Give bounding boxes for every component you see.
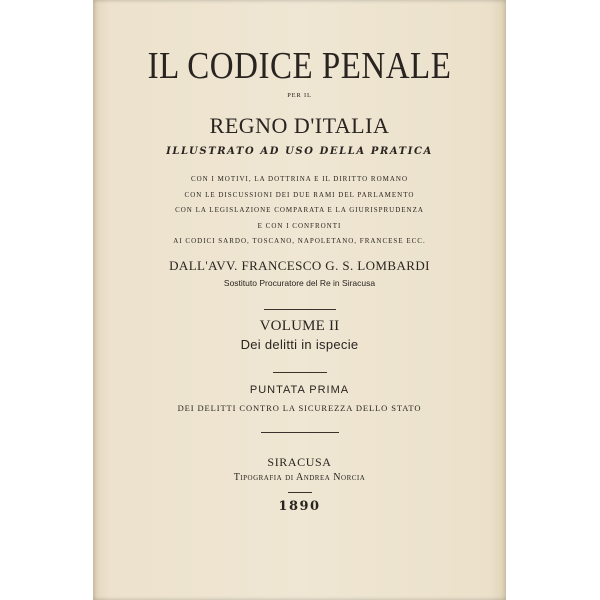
publication-year: 1890 (278, 499, 321, 514)
per-il-text: PER IL (287, 92, 312, 99)
volume-subtitle: Dei delitti in ispecie (240, 337, 359, 352)
title-page (93, 0, 506, 600)
puntata-subtitle: DEI DELITTI CONTRO LA SICUREZZA DELLO STATO (177, 403, 422, 413)
author-role: Sostituto Procuratore del Re in Siracusa (223, 278, 376, 288)
author-name: DALL'AVV. FRANCESCO G. S. LOMBARDI (169, 258, 430, 273)
regno-heading: REGNO D'ITALIA (209, 113, 390, 138)
illustrato-subtitle: ILLUSTRATO AD USO DELLA PRATICA (166, 146, 433, 157)
puntata-heading: PUNTATA PRIMA (249, 384, 350, 396)
divider-rule-4 (288, 492, 312, 493)
book-title: IL CODICE PENALE (147, 46, 452, 88)
contents-line-2: CON LE DISCUSSIONI DEI DUE RAMI DEL PARLAMENTO (184, 191, 415, 199)
divider-rule-1 (264, 309, 336, 310)
contents-line-3: CON LA LEGISLAZIONE COMPARATA E LA GIURISPRUDENZA (175, 206, 424, 214)
contents-line-4: E CON I CONFRONTI (257, 222, 342, 230)
divider-rule-3 (261, 432, 339, 433)
volume-heading: VOLUME II (259, 318, 340, 334)
contents-line-1: CON I MOTIVI, LA DOTTRINA E IL DIRITTO ROMANO (190, 175, 409, 183)
contents-line-5: AI CODICI SARDO, TOSCANO, NAPOLETANO, FRANCESE ECC. (173, 237, 426, 245)
publisher-city: SIRACUSA (267, 455, 332, 469)
publisher-name: Tipografia di Andrea Norcia (233, 472, 366, 483)
divider-rule-2 (273, 372, 327, 373)
